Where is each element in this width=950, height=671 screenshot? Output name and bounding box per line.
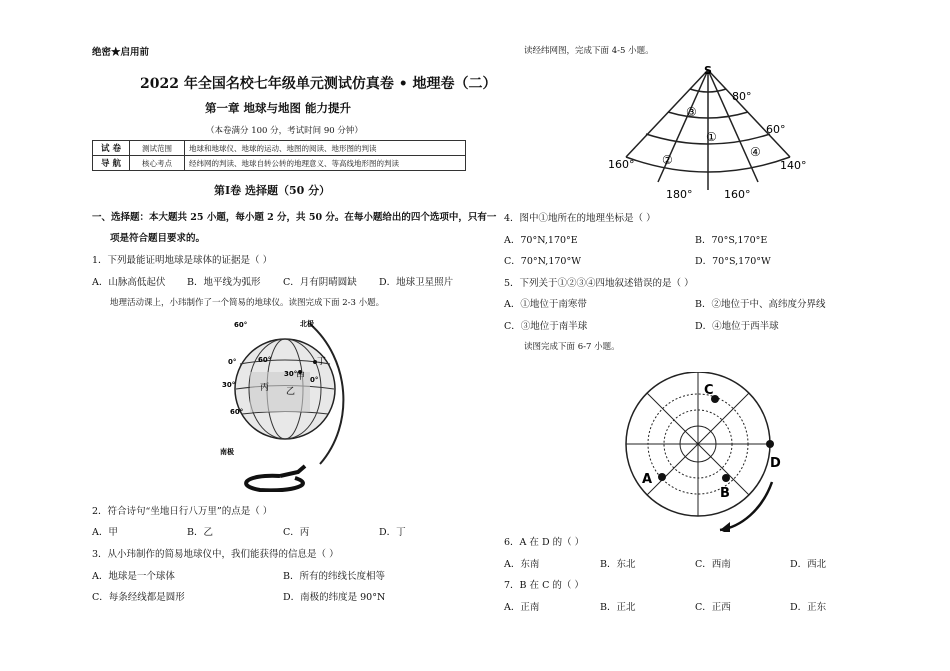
point-b-dot	[722, 474, 730, 482]
q3-option-c[interactable]: C．每条经线都是圆形	[92, 592, 185, 603]
chapter-subtitle: 第一章 地球与地图 能力提升	[205, 101, 352, 115]
info-table	[92, 140, 466, 171]
label-lon0: 0°	[310, 376, 319, 384]
point-a-dot	[658, 473, 666, 481]
secret-label: 绝密★启用前	[92, 47, 150, 58]
label-jia: 甲	[296, 372, 306, 382]
globe-figure	[220, 314, 360, 492]
q1-option-b[interactable]: B．地平线为弧形	[187, 277, 261, 288]
label-ding: 丁	[317, 357, 327, 367]
range-value: 地球和地球仪、地球的运动、地图的阅读、地形图的判读	[185, 141, 466, 156]
q7-option-b[interactable]: B．正北	[600, 602, 636, 613]
label-a: A	[642, 472, 653, 487]
q5-option-d[interactable]: D．④地位于西半球	[695, 321, 779, 332]
q6-option-c[interactable]: C．西南	[695, 559, 731, 570]
q6-option-a[interactable]: A．东南	[504, 559, 540, 570]
paper-title: 2022 年全国名校七年级单元测试仿真卷 • 地理卷（二）	[140, 76, 497, 92]
label-yi: 乙	[286, 387, 296, 397]
label-lon160-left: 160°	[608, 158, 635, 171]
guide-label-bottom: 导 航	[93, 156, 130, 171]
label-b: B	[720, 486, 730, 501]
label-lon140: 140°	[780, 159, 807, 172]
section-instruction-2: 项是符合题目要求的。	[110, 233, 206, 244]
label-lat0: 0°	[228, 358, 237, 366]
q3-option-d[interactable]: D．南极的纬度是 90°N	[283, 592, 386, 603]
q6-option-d[interactable]: D．西北	[790, 559, 827, 570]
q7-option-a[interactable]: A．正南	[504, 602, 540, 613]
intro-4-5: 读经纬网图，完成下面 4-5 小题。	[524, 46, 654, 56]
q6-stem: 6．A 在 D 的（ ）	[504, 537, 585, 548]
q5-option-a[interactable]: A．①地位于南寒带	[504, 299, 587, 310]
q2-stem: 2．符合诗句“坐地日行八万里”的点是（ ）	[92, 506, 273, 517]
section-title: 第Ⅰ卷 选择题（50 分）	[214, 184, 331, 197]
label-lat80: 80°	[732, 90, 752, 103]
label-lon180: 180°	[666, 188, 693, 201]
q2-option-c[interactable]: C．丙	[283, 527, 310, 538]
label-point-3: ③	[686, 105, 697, 119]
q2-option-a[interactable]: A．甲	[92, 527, 118, 538]
label-lat30: 30°	[222, 381, 236, 389]
latlon-grid-figure	[608, 62, 808, 202]
q2-option-b[interactable]: B．乙	[187, 527, 213, 538]
q4-stem: 4．图中①地所在的地理坐标是（ ）	[504, 213, 656, 224]
q7-option-c[interactable]: C．正西	[695, 602, 731, 613]
q1-stem: 1．下列最能证明地球是球体的证据是（ ）	[92, 255, 273, 266]
label-north: 北极	[300, 320, 314, 328]
label-lat60-top: 60°	[234, 321, 248, 329]
q7-stem: 7．B 在 C 的（ ）	[504, 580, 584, 591]
q3-stem: 3．从小玮制作的简易地球仪中，我们能获得的信息是（ ）	[92, 549, 339, 560]
q2-option-d[interactable]: D．丁	[379, 527, 406, 538]
q4-option-c[interactable]: C．70°N,170°W	[504, 256, 581, 267]
label-lon30: 30°	[284, 370, 298, 378]
q3-option-b[interactable]: B．所有的纬线长度相等	[283, 571, 385, 582]
label-point-4: ④	[750, 145, 761, 159]
q4-option-b[interactable]: B．70°S,170°E	[695, 235, 768, 246]
label-lat60-bottom: 60°	[230, 408, 244, 416]
section-instruction-1: 一、选择题：本大题共 25 小题，每小题 2 分，共 50 分。在每小题给出的四个选项中，只有一	[92, 212, 497, 223]
q7-option-d[interactable]: D．正东	[790, 602, 827, 613]
q4-option-a[interactable]: A．70°N,170°E	[504, 235, 578, 246]
label-south: 南极	[220, 448, 234, 456]
label-point-2: ②	[662, 153, 673, 167]
intro-6-7: 读图完成下面 6-7 小题。	[524, 342, 620, 352]
globe-stand	[246, 476, 303, 491]
label-d: D	[770, 456, 781, 471]
polar-view-figure	[616, 372, 796, 532]
q1-option-c[interactable]: C．月有阴晴圆缺	[283, 277, 357, 288]
label-pole-s: S	[704, 64, 712, 77]
q4-option-d[interactable]: D．70°S,170°W	[695, 256, 771, 267]
range-key: 测试范围	[130, 141, 185, 156]
q5-option-c[interactable]: C．③地位于南半球	[504, 321, 588, 332]
guide-label-top: 试 卷	[93, 141, 130, 156]
point-d-dot	[766, 440, 774, 448]
label-c: C	[704, 383, 714, 398]
core-key: 核心考点	[130, 156, 185, 171]
q5-option-b[interactable]: B．②地位于中、高纬度分界线	[695, 299, 826, 310]
intro-2-3: 地理活动课上，小玮制作了一个简易的地球仪。读图完成下面 2-3 小题。	[110, 298, 385, 308]
label-bing: 丙	[260, 383, 270, 393]
core-value: 经纬网的判读、地球自转公转的地理意义、等高线地形图的判读	[185, 156, 466, 171]
label-lon160-right: 160°	[724, 188, 751, 201]
label-point-1: ①	[706, 130, 717, 144]
q1-option-d[interactable]: D．地球卫星照片	[379, 277, 454, 288]
q3-option-a[interactable]: A．地球是一个球体	[92, 571, 175, 582]
label-lon60: 60°	[258, 356, 272, 364]
q5-stem: 5．下列关于①②③④四地叙述错误的是（ ）	[504, 278, 694, 289]
score-note: （本卷满分 100 分，考试时间 90 分钟）	[206, 126, 363, 136]
q1-option-a[interactable]: A．山脉高低起伏	[92, 277, 166, 288]
label-lat60: 60°	[766, 123, 786, 136]
q6-option-b[interactable]: B．东北	[600, 559, 636, 570]
